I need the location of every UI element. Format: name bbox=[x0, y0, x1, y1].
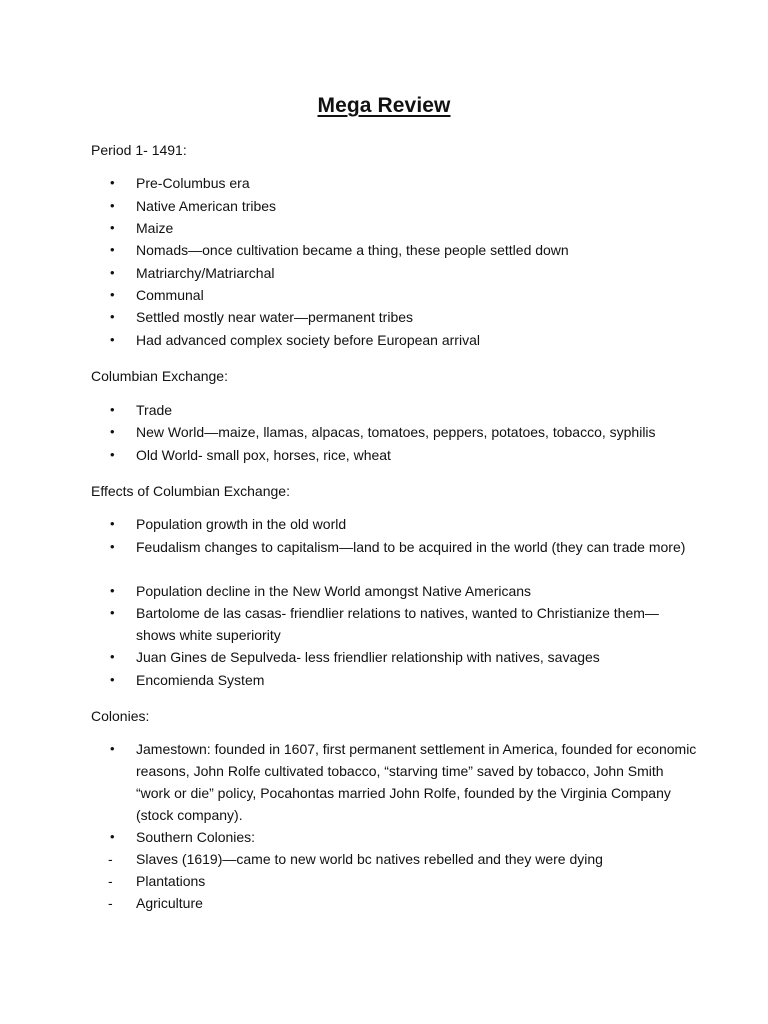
bullet-marker: • bbox=[110, 309, 115, 324]
list-item bbox=[108, 536, 698, 558]
list-item-text: Native American tribes bbox=[136, 198, 277, 214]
dash-marker: - bbox=[108, 895, 113, 911]
page-title: Mega Review bbox=[317, 94, 451, 117]
list-item bbox=[108, 513, 698, 535]
bullet-marker: • bbox=[110, 741, 115, 756]
list-item bbox=[108, 826, 698, 848]
list-item-text: Trade bbox=[136, 402, 173, 418]
list-item-text: Encomienda System bbox=[136, 672, 265, 688]
bullet-marker: • bbox=[110, 198, 115, 213]
bullet-marker: • bbox=[110, 583, 115, 598]
list-item-text: Communal bbox=[136, 287, 204, 303]
list-item bbox=[108, 580, 698, 602]
bullet-marker: • bbox=[110, 242, 115, 257]
bullet-marker: • bbox=[110, 332, 115, 347]
list-item-text: Feudalism changes to capitalism—land to be acquired in the world (they can trade more) bbox=[136, 539, 686, 555]
list-item-text: Pre-Columbus era bbox=[136, 175, 250, 191]
list-item bbox=[108, 602, 698, 646]
bullet-marker: • bbox=[110, 829, 115, 844]
list-item-text: Maize bbox=[136, 220, 174, 236]
section-heading-period-1: Period 1- 1491: bbox=[91, 142, 187, 158]
list-item-text: Slaves (1619)—came to new world bc natives rebelled and they were dying bbox=[136, 851, 603, 867]
list-item bbox=[108, 870, 698, 892]
list-item bbox=[108, 421, 698, 443]
list-item-text: Old World- small pox, horses, rice, wheat bbox=[136, 447, 391, 463]
list-item-text: Population decline in the New World amongst Native Americans bbox=[136, 583, 532, 599]
list-item bbox=[108, 262, 698, 284]
section-heading-columbian-exchange: Columbian Exchange: bbox=[91, 368, 228, 384]
list-item bbox=[108, 217, 698, 239]
list-item-text: Had advanced complex society before European arrival bbox=[136, 332, 480, 348]
list-item bbox=[108, 239, 698, 261]
list-item bbox=[108, 892, 698, 914]
bullet-marker: • bbox=[110, 516, 115, 531]
list-item-text: Nomads—once cultivation became a thing, these people settled down bbox=[136, 242, 569, 258]
list-item-text: Bartolome de las casas- friendlier relations to natives, wanted to Christianize them—shows white superiority bbox=[136, 605, 659, 643]
bullet-marker: • bbox=[110, 539, 115, 554]
dash-marker: - bbox=[108, 851, 113, 867]
list-item bbox=[108, 646, 698, 668]
list-item bbox=[108, 172, 698, 194]
bullet-marker: • bbox=[110, 672, 115, 687]
list-item bbox=[108, 399, 698, 421]
list-item bbox=[108, 195, 698, 217]
bullet-marker: • bbox=[110, 605, 115, 620]
list-item bbox=[108, 738, 698, 826]
list-item-text: Plantations bbox=[136, 873, 206, 889]
section-heading-colonies: Colonies: bbox=[91, 708, 150, 724]
bullet-marker: • bbox=[110, 447, 115, 462]
dash-marker: - bbox=[108, 873, 113, 889]
bullet-marker: • bbox=[110, 287, 115, 302]
bullet-marker: • bbox=[110, 424, 115, 439]
list-item bbox=[108, 444, 698, 466]
list-item bbox=[108, 329, 698, 351]
bullet-marker: • bbox=[110, 402, 115, 417]
bullet-marker: • bbox=[110, 220, 115, 235]
list-item bbox=[108, 848, 698, 870]
list-item bbox=[108, 306, 698, 328]
list-item-text: Jamestown: founded in 1607, first permanent settlement in America, founded for economic reasons, John Rolfe cultivated tobacco, “starving time” saved by tobacco, John Smith “work or die” policy, Pocahontas married John Rolfe, founded by the Virginia Company (stock company). bbox=[136, 741, 697, 823]
bullet-marker: • bbox=[110, 265, 115, 280]
bullet-marker: • bbox=[110, 649, 115, 664]
list-item-text: New World—maize, llamas, alpacas, tomatoes, peppers, potatoes, tobacco, syphilis bbox=[136, 424, 656, 440]
list-item-text: Southern Colonies: bbox=[136, 829, 256, 845]
list-item bbox=[108, 284, 698, 306]
list-item bbox=[108, 669, 698, 691]
list-item-text: Juan Gines de Sepulveda- less friendlier relationship with natives, savages bbox=[136, 649, 600, 665]
list-item-text: Agriculture bbox=[136, 895, 203, 911]
list-item-text: Settled mostly near water—permanent tribes bbox=[136, 309, 414, 325]
list-item-text: Matriarchy/Matriarchal bbox=[136, 265, 275, 281]
bullet-marker: • bbox=[110, 175, 115, 190]
list-item-text: Population growth in the old world bbox=[136, 516, 347, 532]
section-heading-effects: Effects of Columbian Exchange: bbox=[91, 483, 290, 499]
